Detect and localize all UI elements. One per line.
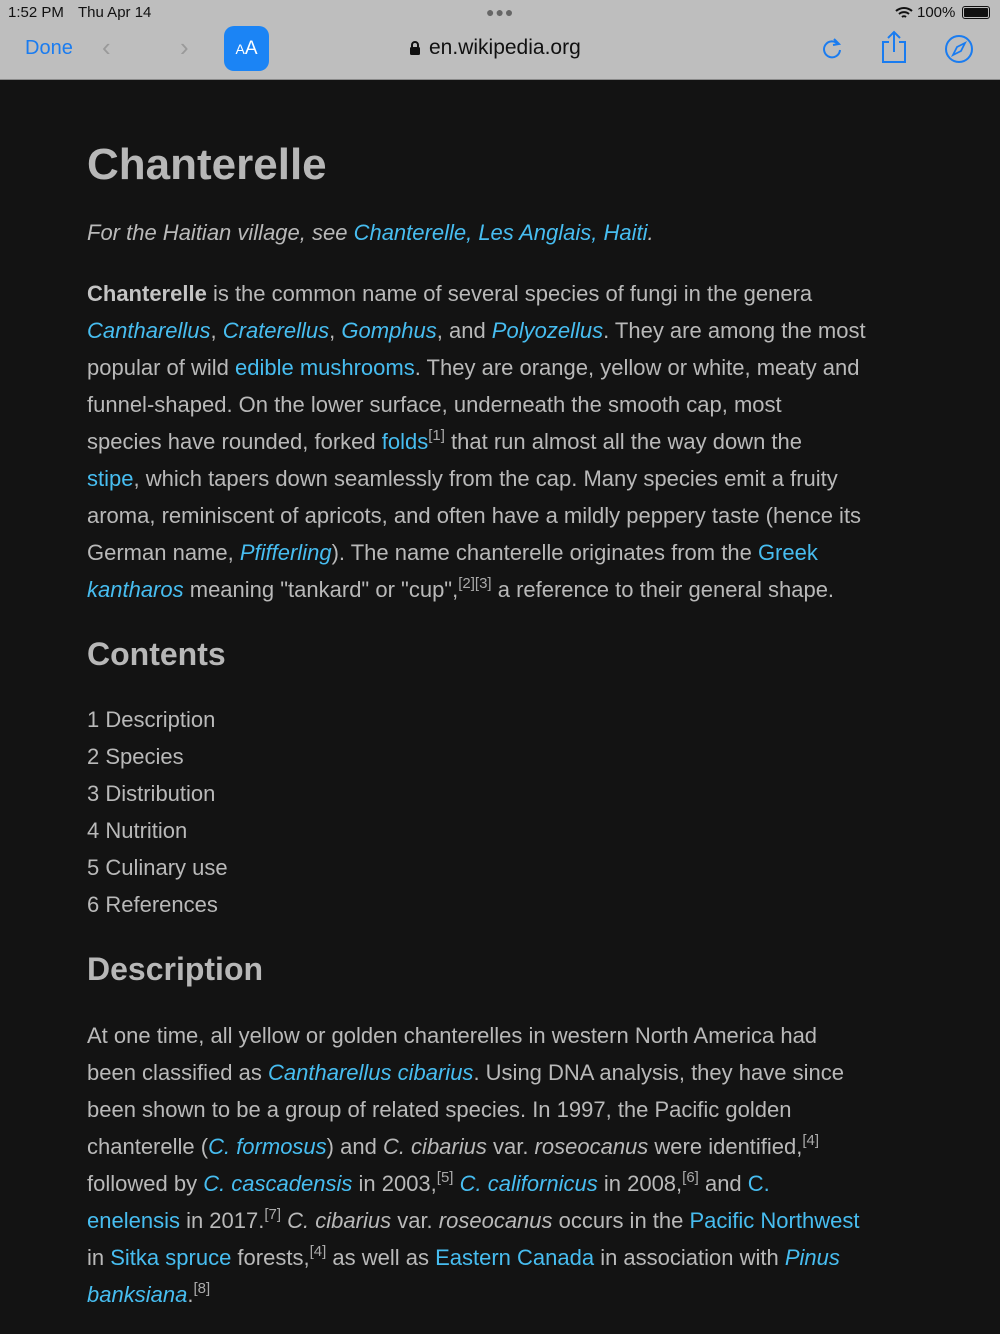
text-line xyxy=(87,312,927,349)
text: . They are orange, yellow or white, meaty and xyxy=(414,355,860,380)
wiki-link[interactable]: C. formosus xyxy=(208,1134,327,1159)
italic-term: roseocanus xyxy=(534,1134,649,1159)
text: as well as xyxy=(326,1245,436,1270)
text-line xyxy=(87,1239,927,1276)
italic-term: C. cibarius xyxy=(287,1208,392,1233)
italic-term: C. cibarius xyxy=(382,1134,487,1159)
citation-link[interactable]: [6] xyxy=(682,1169,699,1186)
wiki-link[interactable]: Gomphus xyxy=(341,318,437,343)
text: , and xyxy=(436,318,492,343)
text: in 2017. xyxy=(179,1208,265,1233)
text-line xyxy=(87,1276,927,1313)
text: . They are among the most xyxy=(603,318,866,343)
text: in 2003, xyxy=(352,1171,437,1196)
hatnote-text: For the Haitian village, see xyxy=(87,220,354,245)
browser-toolbar xyxy=(0,0,1000,80)
text: ). The name chanterelle originates from the xyxy=(331,540,758,565)
hatnote xyxy=(87,214,927,251)
text-line xyxy=(87,534,927,571)
wifi-icon xyxy=(895,6,913,20)
text-line xyxy=(87,275,927,312)
wiki-link[interactable]: Eastern Canada xyxy=(435,1245,595,1270)
citation-link[interactable]: [2] xyxy=(458,575,475,592)
hatnote-link[interactable]: Chanterelle, Les Anglais, Haiti xyxy=(353,220,648,245)
wiki-link[interactable]: Cantharellus xyxy=(87,318,211,343)
text: forests, xyxy=(231,1245,310,1270)
wiki-link[interactable]: C. xyxy=(747,1171,770,1196)
wiki-link[interactable]: Sitka spruce xyxy=(110,1245,232,1270)
multitasking-dots-icon[interactable]: ●●● xyxy=(486,4,515,20)
text: ) and xyxy=(326,1134,383,1159)
text: var. xyxy=(486,1134,535,1159)
text: a reference to their general shape. xyxy=(491,577,835,602)
wiki-link[interactable]: banksiana xyxy=(87,1282,188,1307)
done-button[interactable]: Done xyxy=(25,37,73,59)
text: , xyxy=(210,318,223,343)
text: funnel-shaped. On the lower surface, underneath the smooth cap, most xyxy=(87,392,782,417)
text: is the common name of several species of fungi in the genera xyxy=(206,281,813,306)
text: in 2008, xyxy=(597,1171,683,1196)
text-line xyxy=(87,460,927,497)
text-line xyxy=(87,386,927,423)
toc-item[interactable]: 2 Species xyxy=(87,744,184,769)
text: popular of wild xyxy=(87,355,235,380)
wiki-link[interactable]: C. californicus xyxy=(459,1171,598,1196)
text: were identified, xyxy=(648,1134,803,1159)
text-line xyxy=(87,571,927,608)
compass-icon[interactable] xyxy=(944,34,974,64)
wiki-link[interactable]: Cantharellus cibarius xyxy=(268,1060,474,1085)
text: meaning "tankard" or "cup", xyxy=(183,577,459,602)
citation-link[interactable]: [4] xyxy=(309,1243,327,1260)
citation-link[interactable]: [7] xyxy=(264,1206,282,1223)
hatnote-suffix: . xyxy=(647,220,654,245)
text-line xyxy=(87,1128,927,1165)
text: . Using DNA analysis, they have since xyxy=(473,1060,844,1085)
back-button[interactable]: ‹ xyxy=(102,32,111,62)
text: species have rounded, forked xyxy=(87,429,382,454)
wiki-link[interactable]: Greek xyxy=(757,540,818,565)
wiki-link[interactable]: Craterellus xyxy=(222,318,330,343)
text-line xyxy=(87,1165,927,1202)
toc-item[interactable]: 1 Description xyxy=(87,707,216,732)
text-line xyxy=(87,423,927,460)
text-line xyxy=(87,1017,927,1054)
toc-item[interactable]: 3 Distribution xyxy=(87,781,216,806)
description-paragraph xyxy=(87,1017,927,1313)
toc-item[interactable]: 4 Nutrition xyxy=(87,818,188,843)
italic-term: roseocanus xyxy=(438,1208,553,1233)
table-of-contents xyxy=(87,701,927,923)
share-icon[interactable] xyxy=(880,30,908,64)
text: var. xyxy=(391,1208,439,1233)
text: chanterelle ( xyxy=(87,1134,209,1159)
citation-link[interactable]: [1] xyxy=(428,427,445,444)
page-title: Chanterelle xyxy=(87,140,327,189)
status-time: 1:52 PM xyxy=(8,4,64,21)
status-date: Thu Apr 14 xyxy=(78,4,152,21)
citation-link[interactable]: [8] xyxy=(193,1280,211,1297)
text-line xyxy=(87,349,927,386)
citation-link[interactable]: [5] xyxy=(436,1169,454,1186)
forward-button[interactable]: › xyxy=(180,32,189,62)
citation-link[interactable]: [3] xyxy=(474,575,492,592)
wiki-link[interactable]: kantharos xyxy=(87,577,184,602)
reader-options-button[interactable] xyxy=(224,26,269,71)
wiki-link[interactable]: stipe xyxy=(87,466,134,491)
text-line xyxy=(87,1054,927,1091)
text: . xyxy=(187,1282,194,1307)
text: been shown to be a group of related species. In 1997, the Pacific golden xyxy=(87,1097,792,1122)
text: followed by xyxy=(87,1171,204,1196)
wiki-link[interactable]: Polyozellus xyxy=(491,318,604,343)
wiki-link[interactable]: edible mushrooms xyxy=(234,355,415,380)
text: occurs in the xyxy=(552,1208,690,1233)
reload-icon[interactable] xyxy=(820,36,844,62)
wiki-link[interactable]: Pinus xyxy=(784,1245,840,1270)
battery-percent: 100% xyxy=(917,4,956,21)
battery-icon xyxy=(962,6,990,19)
aa-large: A xyxy=(244,38,258,59)
text-line xyxy=(87,1202,927,1239)
wiki-link[interactable]: C. cascadensis xyxy=(203,1171,353,1196)
wiki-link[interactable]: folds xyxy=(381,429,429,454)
text: , xyxy=(329,318,342,343)
wiki-link[interactable]: Pacific Northwest xyxy=(689,1208,860,1233)
text-line xyxy=(87,1091,927,1128)
address-bar[interactable] xyxy=(409,36,581,60)
citation-link[interactable]: [4] xyxy=(802,1132,820,1149)
intro-paragraph xyxy=(87,275,927,608)
toc-item[interactable]: 6 References xyxy=(87,892,218,917)
url-text: en.wikipedia.org xyxy=(429,36,581,59)
text: and xyxy=(698,1171,748,1196)
lock-icon xyxy=(409,40,421,56)
bold-term: Chanterelle xyxy=(87,281,207,306)
text: been classified as xyxy=(87,1060,268,1085)
text: German name, xyxy=(87,540,240,565)
text-line xyxy=(87,497,927,534)
toc-item[interactable]: 5 Culinary use xyxy=(87,855,228,880)
wiki-link[interactable]: Pfifferling xyxy=(239,540,332,565)
wiki-link[interactable]: enelensis xyxy=(87,1208,180,1233)
aa-small: A xyxy=(235,41,245,57)
contents-heading: Contents xyxy=(87,636,226,672)
text: , which tapers down seamlessly from the cap. Many species emit a fruity xyxy=(133,466,838,491)
text: in xyxy=(87,1245,111,1270)
text: At one time, all yellow or golden chanterelles in western North America had xyxy=(87,1023,818,1048)
text: aroma, reminiscent of apricots, and often have a mildly peppery taste (hence its xyxy=(87,503,862,528)
description-heading: Description xyxy=(87,951,264,987)
text: in association with xyxy=(594,1245,785,1270)
text: that run almost all the way down the xyxy=(444,429,803,454)
